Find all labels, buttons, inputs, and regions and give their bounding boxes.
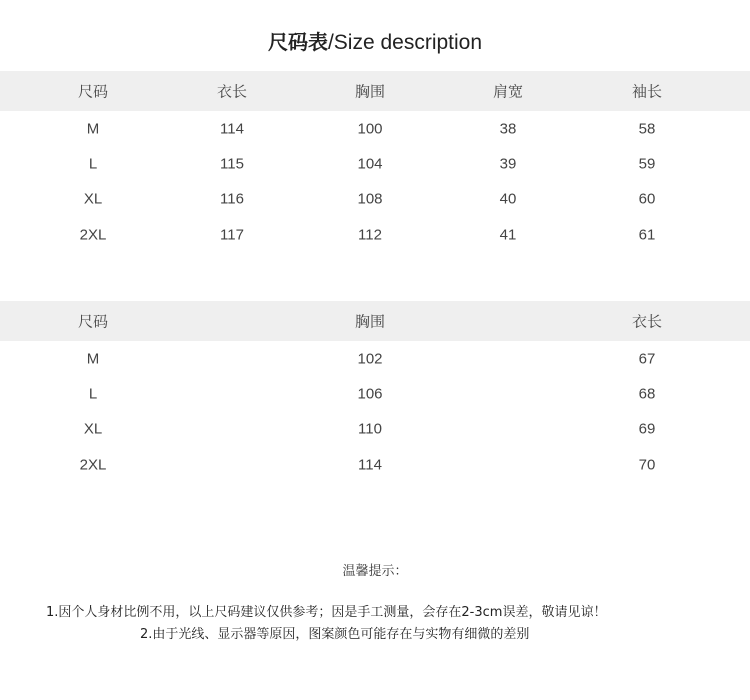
table-cell: 41 — [499, 226, 517, 244]
table-cell: L — [88, 155, 98, 173]
table-cell: 106 — [357, 385, 383, 403]
header-length: 衣长 — [631, 312, 663, 331]
header-sleeve: 袖长 — [631, 82, 663, 101]
table-cell: 38 — [499, 120, 517, 138]
title-en: /Size description — [327, 31, 483, 54]
tips-title: 温馨提示： — [342, 564, 408, 579]
table-row — [0, 111, 750, 146]
table-cell: 115 — [220, 155, 244, 173]
table-cell: 2XL — [79, 226, 107, 244]
table-cell: 58 — [638, 120, 656, 138]
table-cell: XL — [83, 420, 103, 438]
header-chest: 胸围 — [354, 82, 386, 101]
table-cell: 117 — [220, 226, 244, 244]
title-cn: 尺码表 — [267, 30, 328, 54]
table-cell: 114 — [358, 456, 382, 474]
table-row — [0, 341, 750, 376]
header-size: 尺码 — [77, 82, 109, 101]
table-cell: 114 — [220, 120, 244, 138]
table-cell: 69 — [638, 420, 656, 438]
table-cell: M — [86, 350, 100, 368]
table-cell: 108 — [357, 190, 383, 208]
table-cell: XL — [83, 190, 103, 208]
header-size: 尺码 — [77, 312, 109, 331]
table-row — [0, 217, 750, 252]
table-row — [0, 412, 750, 447]
table-cell: 102 — [357, 350, 383, 368]
table-header — [0, 301, 750, 341]
header-length: 衣长 — [216, 82, 248, 101]
table-cell: 104 — [357, 155, 383, 173]
size-table-2 — [0, 301, 750, 482]
table-cell: 40 — [499, 190, 517, 208]
table-cell: L — [88, 385, 98, 403]
table-cell: 110 — [358, 420, 382, 438]
table-cell: M — [86, 120, 100, 138]
table-row — [0, 146, 750, 181]
tip-line-2: 2.由于光线、显示器等原因，图案颜色可能存在与实物有细微的差别 — [140, 627, 530, 642]
table-cell: 59 — [638, 155, 656, 173]
table-cell: 2XL — [79, 456, 107, 474]
table-row — [0, 447, 750, 482]
table-cell: 116 — [220, 190, 244, 208]
table-cell: 112 — [358, 226, 382, 244]
size-table-1 — [0, 71, 750, 252]
table-cell: 61 — [638, 226, 656, 244]
table-cell: 60 — [638, 190, 656, 208]
table-row — [0, 182, 750, 217]
table-row — [0, 376, 750, 411]
header-shoulder: 肩宽 — [492, 82, 524, 101]
table-cell: 70 — [638, 456, 656, 474]
page-title — [0, 26, 750, 55]
tip-line-1: 1.因个人身材比例不用，以上尺码建议仅供参考；因是手工测量，会存在2-3cm误差，敬请见谅！ — [46, 605, 607, 620]
table-header — [0, 71, 750, 111]
table-cell: 67 — [638, 350, 656, 368]
table-cell: 68 — [638, 385, 656, 403]
table-cell: 100 — [357, 120, 383, 138]
header-chest: 胸围 — [354, 312, 386, 331]
table-cell: 39 — [499, 155, 517, 173]
